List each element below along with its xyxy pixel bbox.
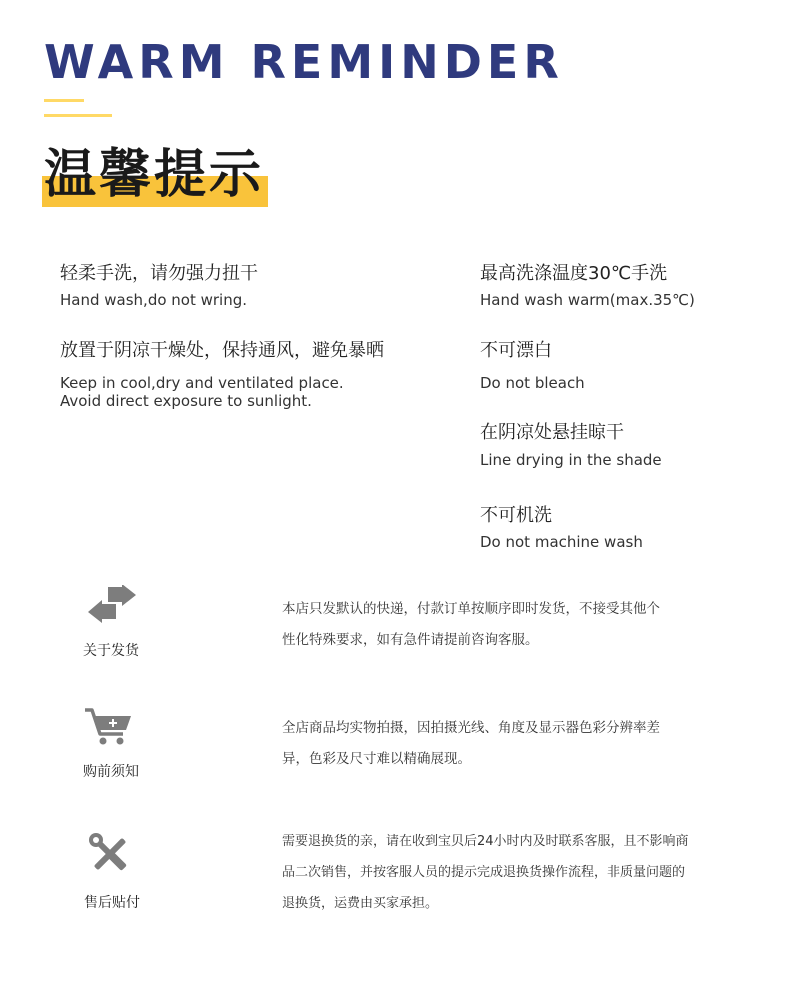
info-text-pre-purchase-line-2: 异，色彩及尺寸难以精确展现。 xyxy=(282,751,471,767)
care-left-2-en-line-2: Avoid direct exposure to sunlight. xyxy=(60,392,312,410)
info-label-pre-purchase: 购前须知 xyxy=(83,764,139,780)
info-text-after-sales-line-3: 退换货，运费由买家承担。 xyxy=(282,896,439,911)
info-text-shipping-line-2: 性化特殊要求，如有急件请提前咨询客服。 xyxy=(282,632,539,648)
info-text-shipping xyxy=(282,594,712,656)
care-left-1-cn: 轻柔手洗，请勿强力扭干 xyxy=(60,263,258,284)
care-right-4-en: Do not machine wash xyxy=(480,533,643,551)
info-text-after-sales xyxy=(282,826,722,919)
chinese-title: 温馨提示 xyxy=(44,145,265,205)
care-right-3-en: Line drying in the shade xyxy=(480,451,662,469)
english-title: WARM REMINDER xyxy=(44,35,564,89)
care-left-1-en: Hand wash,do not wring. xyxy=(60,291,248,309)
care-left-2-en-line-1: Keep in cool,dry and ventilated place. xyxy=(60,374,344,392)
shopping-cart-icon xyxy=(80,704,136,750)
exchange-arrows-icon xyxy=(84,582,140,628)
info-label-shipping: 关于发货 xyxy=(83,643,139,659)
info-text-shipping-line-1: 本店只发默认的快递，付款订单按顺序即时发货，不接受其他个 xyxy=(282,601,660,617)
care-right-3-cn: 在阴凉处悬挂晾干 xyxy=(480,422,624,443)
wrench-screwdriver-icon xyxy=(82,831,138,877)
care-right-1-en: Hand wash warm(max.35℃) xyxy=(480,291,695,309)
care-left-2-cn: 放置于阴凉干燥处，保持通风，避免暴晒 xyxy=(60,340,384,361)
title-accent-bar-2 xyxy=(44,114,112,117)
care-right-4-cn: 不可机洗 xyxy=(480,505,552,526)
title-accent-bar-1 xyxy=(44,99,84,102)
care-right-2-cn: 不可漂白 xyxy=(480,340,552,361)
info-text-after-sales-line-2: 品二次销售，并按客服人员的提示完成退换货操作流程，非质量问题的 xyxy=(282,865,686,880)
care-right-2-en: Do not bleach xyxy=(480,374,585,392)
info-text-pre-purchase-line-1: 全店商品均实物拍摄，因拍摄光线、角度及显示器色彩分辨率差 xyxy=(282,720,660,736)
info-text-pre-purchase xyxy=(282,713,712,775)
info-text-after-sales-line-1: 需要退换货的亲，请在收到宝贝后24小时内及时联系客服，且不影响商 xyxy=(282,834,689,849)
info-label-after-sales: 售后贴付 xyxy=(84,895,140,911)
care-right-1-cn: 最高洗涤温度30℃手洗 xyxy=(480,263,668,284)
